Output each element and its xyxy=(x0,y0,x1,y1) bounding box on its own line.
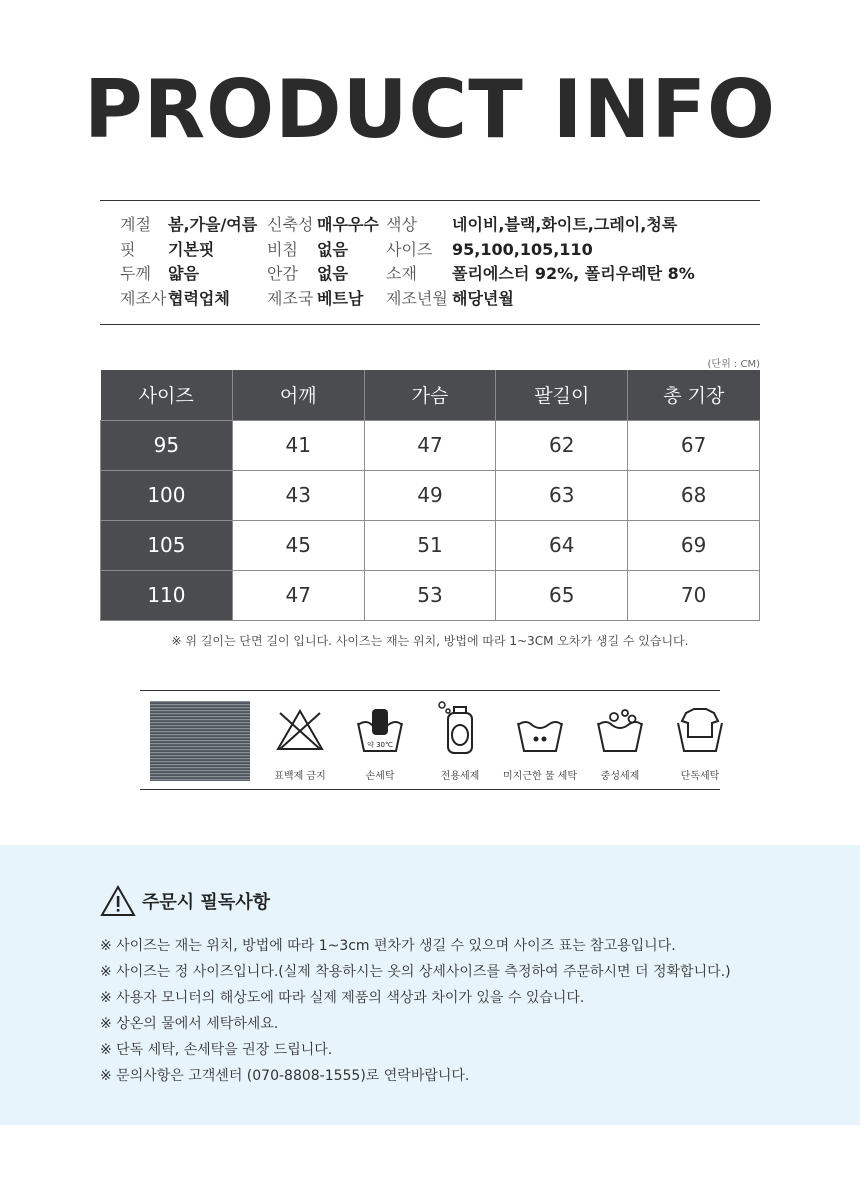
separate-wash-icon xyxy=(672,705,728,755)
table-row xyxy=(101,420,760,470)
temperature-label: 약 30℃ xyxy=(367,741,393,749)
info-label: 계절 xyxy=(120,215,151,234)
info-label: 비침 xyxy=(267,240,298,259)
info-value: 네이비,블랙,화이트,그레이,청록 xyxy=(452,215,678,234)
table-header-row xyxy=(101,370,760,420)
size-note: ※ 위 길이는 단면 길이 입니다. 사이즈는 재는 위치, 방법에 따라 1~3CM 오차가 생길 수 있습니다. xyxy=(171,634,689,648)
order-notice-section xyxy=(0,845,860,1125)
info-value: 95,100,105,110 xyxy=(452,240,593,259)
table-cell: 45 xyxy=(232,520,364,570)
table-cell: 53 xyxy=(364,570,496,620)
info-value: 폴리에스터 92%, 폴리우레탄 8% xyxy=(452,264,695,283)
table-cell: 70 xyxy=(628,570,760,620)
notice-title: 주문시 필독사항 xyxy=(142,892,270,913)
lukewarm-wash-icon xyxy=(512,705,568,755)
table-row xyxy=(101,520,760,570)
list-item: ※ 사이즈는 재는 위치, 방법에 따라 1~3cm 편차가 생길 수 있으며 사이즈 표는 참고용입니다. xyxy=(100,938,676,954)
info-value: 매우우수 xyxy=(317,215,379,234)
product-info-box xyxy=(100,200,760,325)
column-header: 가슴 xyxy=(364,370,496,420)
list-item: ※ 사이즈는 정 사이즈입니다.(실제 착용하시는 옷의 상세사이즈를 측정하여 주문하시면 더 정확합니다.) xyxy=(100,964,731,980)
size-cell: 95 xyxy=(101,420,233,470)
info-label: 제조사 xyxy=(120,289,167,308)
notice-header xyxy=(100,885,270,919)
care-label: 단독세탁 xyxy=(680,771,720,782)
no-bleach-icon xyxy=(272,705,328,755)
care-item xyxy=(660,705,740,785)
table-cell: 69 xyxy=(628,520,760,570)
list-item: ※ 단독 세탁, 손세탁을 권장 드립니다. xyxy=(100,1042,333,1058)
info-value: 없음 xyxy=(317,240,348,259)
info-label: 두께 xyxy=(120,264,151,283)
care-item xyxy=(580,705,660,785)
care-item xyxy=(260,705,340,785)
page-title: PRODUCT INFO xyxy=(83,63,777,156)
table-cell: 51 xyxy=(364,520,496,570)
size-cell: 100 xyxy=(101,470,233,520)
table-cell: 63 xyxy=(496,470,628,520)
size-cell: 105 xyxy=(101,520,233,570)
hand-wash-icon xyxy=(352,705,408,755)
info-label: 제조국 xyxy=(267,289,314,308)
column-header: 팔길이 xyxy=(496,370,628,420)
info-value: 얇음 xyxy=(168,264,199,283)
size-table xyxy=(100,370,760,621)
care-label: 미지근한 물 세탁 xyxy=(503,771,577,782)
care-instructions xyxy=(140,690,720,790)
table-cell: 65 xyxy=(496,570,628,620)
table-cell: 47 xyxy=(232,570,364,620)
neutral-detergent-icon xyxy=(592,705,648,755)
info-value: 협력업체 xyxy=(168,289,230,308)
info-label: 핏 xyxy=(120,240,136,259)
table-cell: 68 xyxy=(628,470,760,520)
size-cell: 110 xyxy=(101,570,233,620)
care-label: 전용세제 xyxy=(440,771,480,782)
info-value: 봄,가을/여름 xyxy=(168,215,258,234)
care-item xyxy=(500,705,580,785)
table-cell: 47 xyxy=(364,420,496,470)
care-label: 표백제 금지 xyxy=(274,771,326,782)
list-item: ※ 사용자 모니터의 해상도에 따라 실제 제품의 색상과 차이가 있을 수 있습니다. xyxy=(100,990,585,1006)
column-header: 어깨 xyxy=(232,370,364,420)
list-item: ※ 상온의 물에서 세탁하세요. xyxy=(100,1016,279,1032)
care-item xyxy=(340,705,420,785)
table-cell: 62 xyxy=(496,420,628,470)
fabric-swatch-image xyxy=(150,701,250,781)
detergent-icon xyxy=(432,699,488,755)
info-value: 해당년월 xyxy=(452,289,514,308)
care-item xyxy=(420,705,500,785)
info-label: 소재 xyxy=(386,264,417,283)
info-label: 사이즈 xyxy=(386,240,433,259)
info-label: 신축성 xyxy=(267,215,314,234)
table-cell: 43 xyxy=(232,470,364,520)
table-cell: 64 xyxy=(496,520,628,570)
info-value: 베트남 xyxy=(317,289,364,308)
table-row xyxy=(101,570,760,620)
notice-list xyxy=(100,933,731,1089)
unit-label: (단위 : CM) xyxy=(707,359,760,370)
warning-icon xyxy=(100,885,136,917)
list-item: ※ 문의사항은 고객센터 (070-8808-1555)로 연락바랍니다. xyxy=(100,1068,470,1084)
info-label: 안감 xyxy=(267,264,298,283)
info-value: 기본핏 xyxy=(168,240,215,259)
info-value: 없음 xyxy=(317,264,348,283)
care-label: 손세탁 xyxy=(365,771,395,782)
table-cell: 41 xyxy=(232,420,364,470)
column-header: 사이즈 xyxy=(101,370,233,420)
table-row xyxy=(101,470,760,520)
info-label: 제조년월 xyxy=(386,289,448,308)
column-header: 총 기장 xyxy=(628,370,760,420)
info-label: 색상 xyxy=(386,215,417,234)
table-cell: 67 xyxy=(628,420,760,470)
table-cell: 49 xyxy=(364,470,496,520)
care-label: 중성세제 xyxy=(600,771,640,782)
